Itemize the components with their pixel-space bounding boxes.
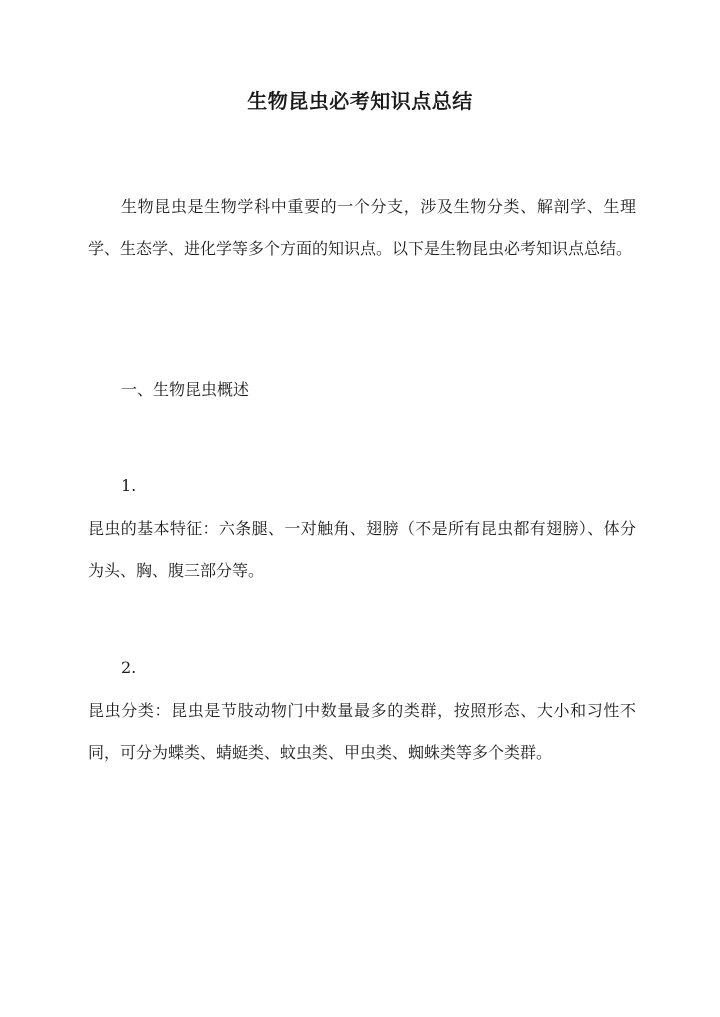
intro-paragraph: 生物昆虫是生物学科中重要的一个分支，涉及生物分类、解剖学、生理学、生态学、进化学等多个方面的知识点。以下是生物昆虫必考知识点总结。 bbox=[88, 197, 636, 258]
item-paragraph: 昆虫分类：昆虫是节肢动物门中数量最多的类群，按照形态、大小和习性不同，可分为蝶类、蜻蜓类、蚊虫类、甲虫类、蜘蛛类等多个类群。 bbox=[88, 701, 636, 762]
item-paragraph: 昆虫的基本特征：六条腿、一对触角、翅膀（不是所有昆虫都有翅膀）、体分为头、胸、腹三部分等。 bbox=[88, 519, 636, 580]
section-heading: 一、生物昆虫概述 bbox=[121, 380, 250, 399]
item-number: 1. bbox=[121, 476, 137, 495]
item-number: 2. bbox=[121, 658, 137, 677]
document-title: 生物昆虫必考知识点总结 bbox=[247, 89, 473, 113]
